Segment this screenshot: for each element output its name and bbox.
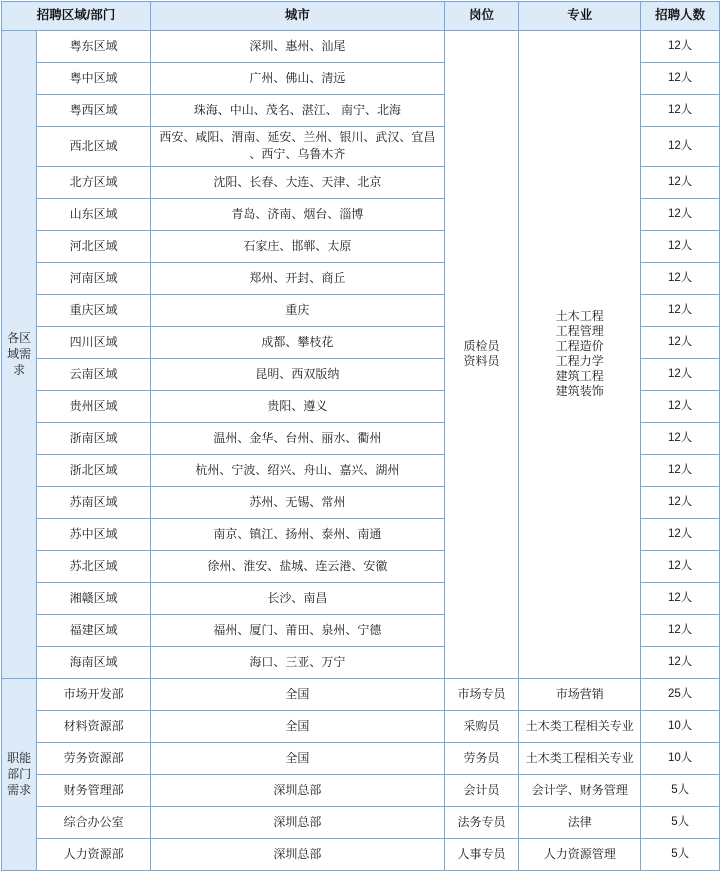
group-label-regions-text: 各区域需求 [7, 331, 32, 378]
city-cell: 珠海、中山、茂名、湛江、 南宁、北海 [150, 95, 444, 127]
table-row [2, 806, 720, 838]
city-cell: 全国 [150, 678, 444, 710]
post-cell: 劳务员 [444, 742, 518, 774]
city-cell [150, 127, 444, 167]
region-cell: 四川区域 [37, 326, 151, 358]
city-cell: 福州、厦门、莆田、泉州、宁德 [150, 614, 444, 646]
group-label-departments-text: 职能部门需求 [7, 751, 32, 798]
city-cell: 重庆 [150, 294, 444, 326]
region-cell: 浙北区域 [37, 454, 151, 486]
city-cell: 贵阳、遵义 [150, 390, 444, 422]
region-cell: 西北区域 [37, 127, 151, 167]
city-cell: 全国 [150, 710, 444, 742]
region-cell: 湘赣区域 [37, 582, 151, 614]
region-cell: 福建区域 [37, 614, 151, 646]
table-row [2, 678, 720, 710]
region-cell: 财务管理部 [37, 774, 151, 806]
city-cell: 温州、金华、台州、丽水、衢州 [150, 422, 444, 454]
major-line: 土木工程 [555, 309, 604, 324]
region-cell: 苏南区域 [37, 486, 151, 518]
region-cell: 苏北区域 [37, 550, 151, 582]
region-cell: 劳务资源部 [37, 742, 151, 774]
table-row [2, 31, 720, 63]
count-cell: 12人 [641, 95, 720, 127]
city-cell: 昆明、西双版纳 [150, 358, 444, 390]
major-line: 工程管理 [555, 324, 604, 339]
count-cell: 25人 [641, 678, 720, 710]
post-cell: 人事专员 [444, 838, 518, 870]
city-cell: 青岛、济南、烟台、淄博 [150, 198, 444, 230]
region-cell: 市场开发部 [37, 678, 151, 710]
region-cell: 河北区域 [37, 230, 151, 262]
region-cell: 浙南区域 [37, 422, 151, 454]
region-cell: 云南区域 [37, 358, 151, 390]
region-cell: 重庆区域 [37, 294, 151, 326]
region-cell: 苏中区域 [37, 518, 151, 550]
post-cell: 采购员 [444, 710, 518, 742]
city-cell: 石家庄、邯郸、太原 [150, 230, 444, 262]
major-line: 工程造价 [555, 339, 604, 354]
count-cell: 12人 [641, 614, 720, 646]
city-cell: 广州、佛山、清远 [150, 63, 444, 95]
city-cell: 成都、攀枝花 [150, 326, 444, 358]
column-header-major: 专业 [519, 2, 641, 31]
column-header-region: 招聘区域/部门 [2, 2, 151, 31]
recruitment-table [1, 1, 720, 871]
major-cell: 法律 [519, 806, 641, 838]
column-header-post: 岗位 [444, 2, 518, 31]
post-cell-regions [444, 31, 518, 679]
count-cell: 12人 [641, 127, 720, 167]
count-cell: 12人 [641, 454, 720, 486]
count-cell: 10人 [641, 710, 720, 742]
city-line: 西安、咸阳、渭南、延安、兰州、银川、武汉、宜昌 [159, 130, 436, 144]
count-cell: 12人 [641, 262, 720, 294]
city-cell: 深圳总部 [150, 838, 444, 870]
major-cell: 土木类工程相关专业 [519, 742, 641, 774]
column-header-count: 招聘人数 [641, 2, 720, 31]
count-cell: 5人 [641, 838, 720, 870]
region-cell: 粤东区域 [37, 31, 151, 63]
region-cell: 粤西区域 [37, 95, 151, 127]
count-cell: 12人 [641, 518, 720, 550]
city-cell: 深圳总部 [150, 774, 444, 806]
major-line: 建筑装饰 [555, 384, 604, 399]
column-header-city: 城市 [150, 2, 444, 31]
table-row [2, 742, 720, 774]
region-cell: 粤中区域 [37, 63, 151, 95]
city-cell: 深圳总部 [150, 806, 444, 838]
post-line: 资料员 [463, 354, 500, 369]
region-cell: 山东区域 [37, 198, 151, 230]
region-cell: 海南区域 [37, 646, 151, 678]
group-label-regions [2, 31, 37, 679]
count-cell: 12人 [641, 230, 720, 262]
count-cell: 12人 [641, 358, 720, 390]
count-cell: 12人 [641, 294, 720, 326]
count-cell: 5人 [641, 774, 720, 806]
city-line: 、西宁、乌鲁木齐 [249, 147, 346, 162]
count-cell: 12人 [641, 646, 720, 678]
city-cell: 全国 [150, 742, 444, 774]
city-cell: 海口、三亚、万宁 [150, 646, 444, 678]
post-line: 质检员 [463, 339, 500, 354]
city-cell: 杭州、宁波、绍兴、舟山、嘉兴、湖州 [150, 454, 444, 486]
count-cell: 10人 [641, 742, 720, 774]
region-cell: 河南区域 [37, 262, 151, 294]
region-cell: 材料资源部 [37, 710, 151, 742]
table-body [2, 31, 720, 871]
city-cell: 郑州、开封、商丘 [150, 262, 444, 294]
region-cell: 北方区域 [37, 166, 151, 198]
count-cell: 12人 [641, 550, 720, 582]
count-cell: 5人 [641, 806, 720, 838]
count-cell: 12人 [641, 166, 720, 198]
table-row [2, 774, 720, 806]
city-cell: 沈阳、长春、大连、天津、北京 [150, 166, 444, 198]
major-cell: 市场营销 [519, 678, 641, 710]
major-line: 建筑工程 [555, 369, 604, 384]
count-cell: 12人 [641, 63, 720, 95]
city-cell: 徐州、淮安、盐城、连云港、安徽 [150, 550, 444, 582]
region-cell: 人力资源部 [37, 838, 151, 870]
table-header-row [2, 2, 720, 31]
major-cell: 会计学、财务管理 [519, 774, 641, 806]
count-cell: 12人 [641, 326, 720, 358]
major-cell-regions [519, 31, 641, 679]
post-cell: 法务专员 [444, 806, 518, 838]
city-cell: 苏州、无锡、常州 [150, 486, 444, 518]
count-cell: 12人 [641, 422, 720, 454]
group-label-departments [2, 678, 37, 870]
region-cell: 综合办公室 [37, 806, 151, 838]
count-cell: 12人 [641, 582, 720, 614]
post-cell: 市场专员 [444, 678, 518, 710]
table-row [2, 838, 720, 870]
post-cell: 会计员 [444, 774, 518, 806]
city-cell: 南京、镇江、扬州、泰州、南通 [150, 518, 444, 550]
city-cell: 长沙、南昌 [150, 582, 444, 614]
major-cell: 土木类工程相关专业 [519, 710, 641, 742]
count-cell: 12人 [641, 31, 720, 63]
city-cell: 深圳、惠州、汕尾 [150, 31, 444, 63]
table-header [2, 2, 720, 31]
count-cell: 12人 [641, 486, 720, 518]
table-row [2, 710, 720, 742]
count-cell: 12人 [641, 198, 720, 230]
region-cell: 贵州区域 [37, 390, 151, 422]
count-cell: 12人 [641, 390, 720, 422]
major-cell: 人力资源管理 [519, 838, 641, 870]
major-line: 工程力学 [555, 354, 604, 369]
